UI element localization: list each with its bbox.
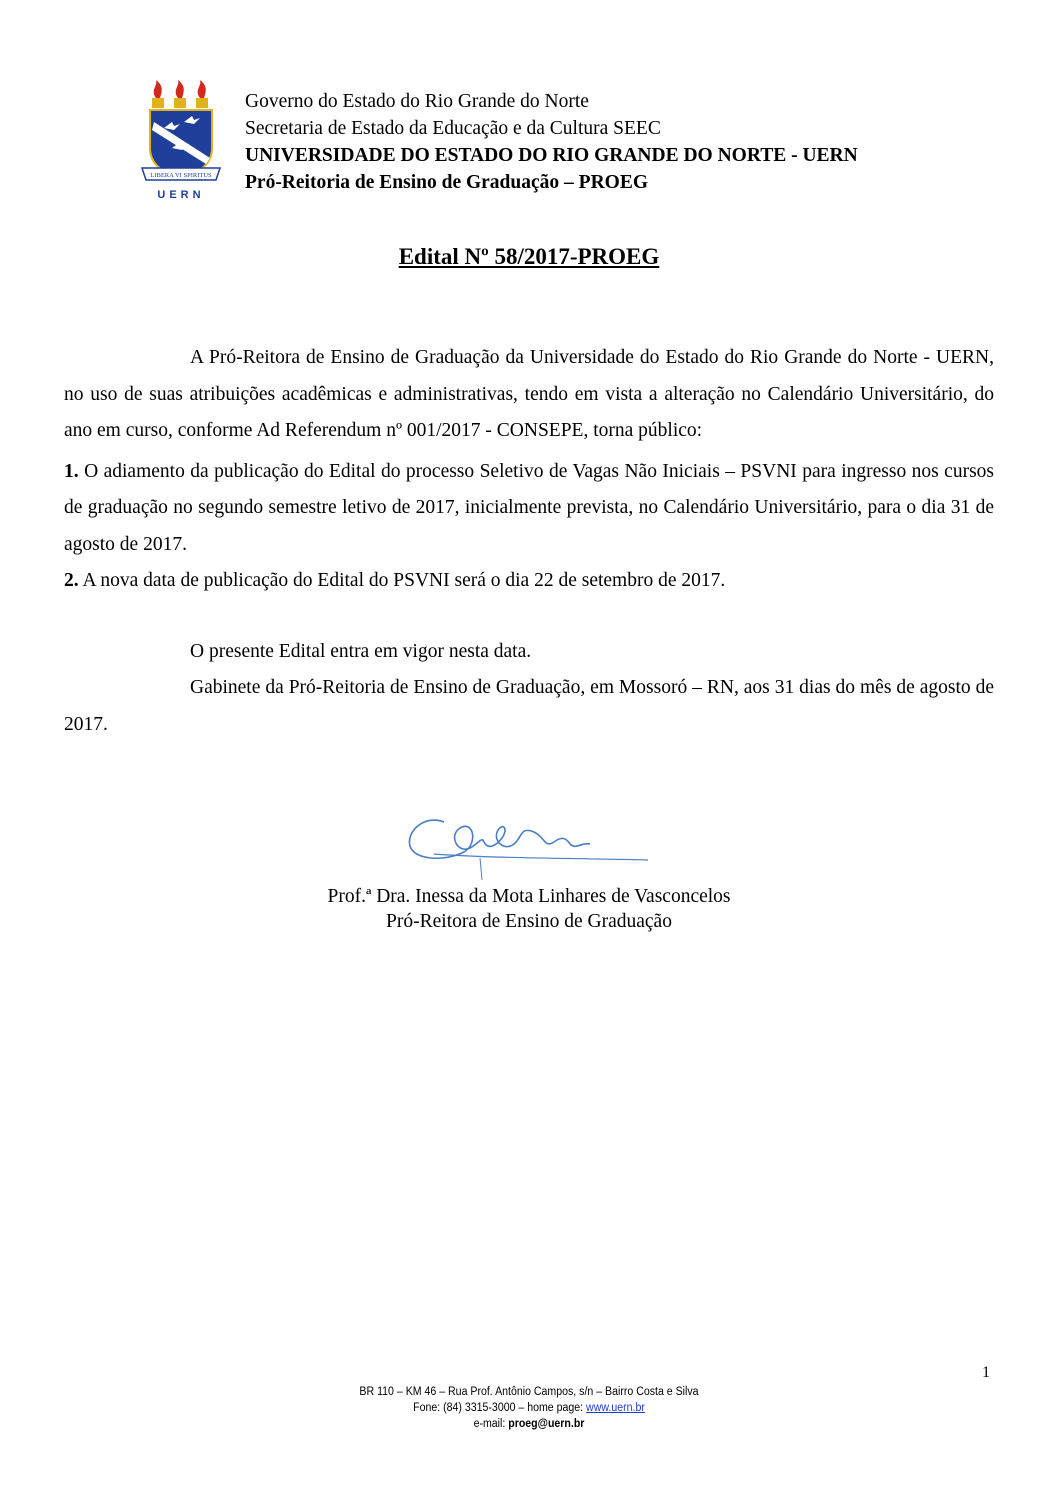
- intro-paragraph: A Pró-Reitora de Ensino de Graduação da Universidade do Estado do Rio Grande do Norte - UERN, no uso de suas atribuições acadêmicas e administrativas, tendo em vista a alteração no Calendário Universitário, do ano em curso, conforme Ad Referendum nº 001/2017 - CONSEPE, torna público:: [64, 347, 994, 441]
- footer-address: BR 110 – KM 46 – Rua Prof. Antônio Campos, s/n – Bairro Costa e Silva: [359, 1386, 699, 1398]
- uern-logo: [140, 78, 222, 202]
- list-item: [64, 454, 994, 564]
- signer-name: Prof.ª Dra. Inessa da Mota Linhares de Vasconcelos: [327, 886, 731, 907]
- torch-icon: [152, 80, 164, 108]
- list-item: [64, 563, 994, 600]
- logo-motto: LIBERA VI SPIRITUS: [150, 172, 212, 179]
- item-number: 2.: [64, 570, 79, 591]
- homepage-link[interactable]: www.uern.br: [586, 1402, 645, 1414]
- footer-email: e-mail: proeg@uern.br: [473, 1418, 585, 1430]
- header-department: Pró-Reitoria de Ensino de Graduação – PROEG: [245, 172, 648, 193]
- footer: [42, 1384, 1015, 1432]
- letterhead: [245, 88, 858, 196]
- header-university: UNIVERSIDADE DO ESTADO DO RIO GRANDE DO NORTE - UERN: [245, 145, 858, 166]
- location-date-paragraph: Gabinete da Pró-Reitoria de Ensino de Graduação, em Mossoró – RN, aos 31 dias do mês de agosto de 2017.: [64, 677, 994, 735]
- document-title: Edital Nº 58/2017-PROEG: [398, 244, 660, 269]
- email-link[interactable]: proeg@uern.br: [508, 1418, 585, 1430]
- torch-icon: [174, 80, 186, 108]
- page-number: 1: [982, 1364, 990, 1381]
- document-body: [64, 340, 994, 743]
- closing-paragraph: O presente Edital entra em vigor nesta data.: [190, 640, 532, 662]
- signature-image: [404, 802, 654, 882]
- item-number: 1.: [64, 460, 79, 482]
- item-text: A nova data de publicação do Edital do PSVNI será o dia 22 de setembro de 2017.: [82, 570, 726, 591]
- torch-icon: [196, 80, 208, 108]
- signer-block: [0, 884, 1058, 934]
- signer-role: Pró-Reitora de Ensino de Graduação: [386, 911, 672, 932]
- item-text: O adiamento da publicação do Edital do processo Seletivo de Vagas Não Iniciais – PSVNI para ingresso nos cursos de graduação no segundo semestre letivo de 2017, inicialmente prevista, no Calendário Universitário, para o dia 31 de agosto de 2017.: [64, 460, 995, 555]
- footer-contact: Fone: (84) 3315-3000 – home page: www.uern.br: [413, 1402, 645, 1414]
- header-secretariat: Secretaria de Estado da Educação e da Cultura SEEC: [245, 118, 661, 139]
- header-government: Governo do Estado do Rio Grande do Norte: [245, 91, 589, 112]
- logo-text: UERN: [157, 189, 205, 201]
